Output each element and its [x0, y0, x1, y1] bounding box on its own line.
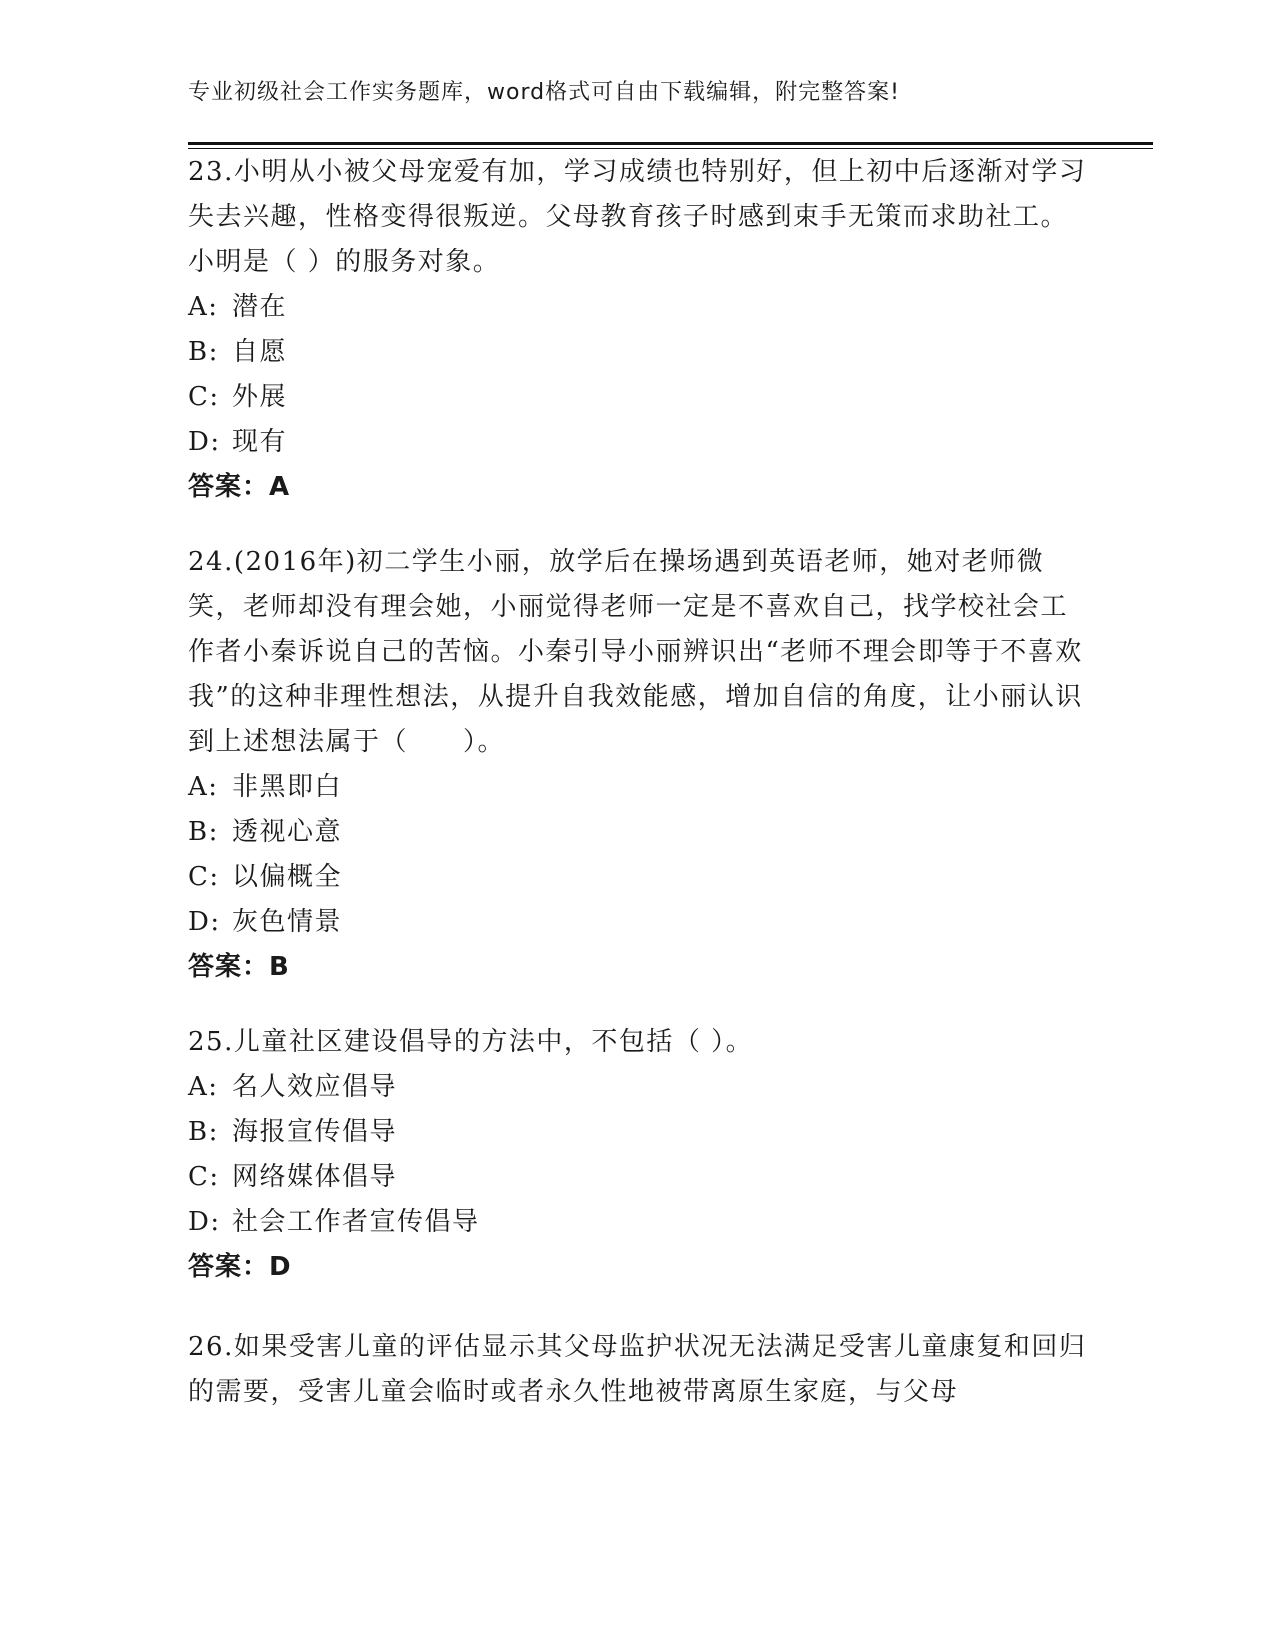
- header-divider-thin: [188, 148, 1153, 149]
- question-stem: 23.小明从小被父母宠爱有加，学习成绩也特别好，但上初中后逐渐对学习失去兴趣，性格变得很叛逆。父母教育孩子时感到束手无策而求助社工。小明是（ ）的服务对象。: [188, 157, 1087, 277]
- question-stem: 24.(2016年)初二学生小丽，放学后在操场遇到英语老师，她对老师微笑，老师却没有理会她，小丽觉得老师一定是不喜欢自己，找学校社会工作者小秦诉说自己的苦恼。小秦引导小丽辨识出“老师不理会即等于不喜欢我”的这种非理性想法，从提升自我效能感，增加自信的角度，让小丽认识到上述想法属于（ ）。: [188, 547, 1083, 757]
- option-c: C: 外展: [188, 382, 288, 412]
- option-b: B: 自愿: [188, 337, 288, 367]
- answer: 答案：B: [188, 952, 290, 982]
- option-a: A: 非黑即白: [188, 772, 343, 802]
- question-24: [188, 540, 1088, 990]
- question-25: [188, 1020, 1088, 1290]
- option-a: A: 名人效应倡导: [188, 1072, 398, 1102]
- option-b: B: 透视心意: [188, 817, 343, 847]
- option-a: A: 潜在: [188, 292, 288, 322]
- question-stem: 25.儿童社区建设倡导的方法中，不包括（ ）。: [188, 1027, 754, 1057]
- option-c: C: 以偏概全: [188, 862, 343, 892]
- question-26: [188, 1325, 1088, 1415]
- option-c: C: 网络媒体倡导: [188, 1162, 398, 1192]
- option-d: D: 社会工作者宣传倡导: [188, 1207, 480, 1237]
- option-b: B: 海报宣传倡导: [188, 1117, 398, 1147]
- question-stem: 26.如果受害儿童的评估显示其父母监护状况无法满足受害儿童康复和回归的需要，受害儿童会临时或者永久性地被带离原生家庭，与父母: [188, 1332, 1087, 1407]
- option-d: D: 灰色情景: [188, 907, 343, 937]
- answer: 答案：A: [188, 472, 291, 502]
- header-divider-thick: [188, 142, 1153, 145]
- answer: 答案：D: [188, 1252, 292, 1282]
- page-header: 专业初级社会工作实务题库，word格式可自由下载编辑，附完整答案!: [188, 80, 900, 105]
- option-d: D: 现有: [188, 427, 288, 457]
- question-23: [188, 150, 1088, 510]
